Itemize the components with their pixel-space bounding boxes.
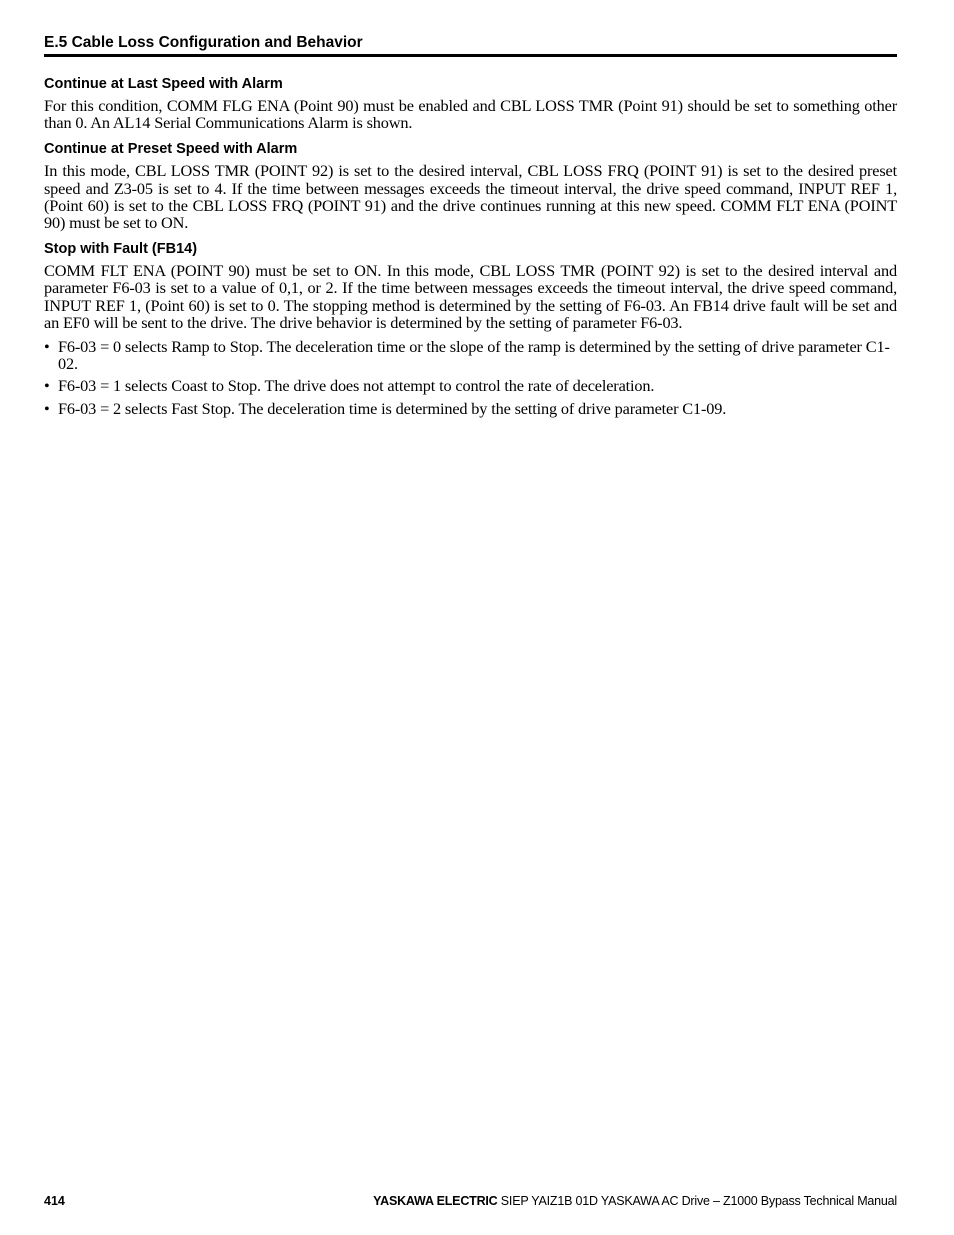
page-content [44, 76, 897, 422]
paragraph-stop-with-fault: COMM FLT ENA (POINT 90) must be set to ON. In this mode, CBL LOSS TMR (POINT 92) is set to the desired interval and parameter F6-03 is set to a value of 0,1, or 2. If the time between messages exceeds the timeout interval, the drive speed command, INPUT REF 1, (Point 60) is set to 0. The stopping method is determined by the setting of F6-03. An FB14 drive fault will be set and an EF0 will be sent to the drive. The drive behavior is determined by the setting of parameter F6-03. [44, 261, 897, 332]
list-item [44, 338, 897, 372]
heading-preset-speed: Continue at Preset Speed with Alarm [44, 141, 298, 158]
bullet-icon: • [44, 398, 50, 418]
paragraph-preset-speed: In this mode, CBL LOSS TMR (POINT 92) is set to the desired interval, CBL LOSS FRQ (POINT 91) is set to the desired preset speed and Z3-05 is set to 4. If the time between messages exceeds the timeout interval, the drive speed command, INPUT REF 1, (Point 60) is set to the CBL LOSS FRQ (POINT 91) and the drive continues running at this new speed. COMM FLT ENA (POINT 90) must be set to ON. [44, 161, 897, 233]
document-page [44, 0, 897, 1235]
section-stop-with-fault [44, 241, 897, 417]
footer-manual-name: SIEP YAIZ1B 01D YASKAWA AC Drive – Z1000 Bypass Technical Manual [497, 1194, 897, 1208]
page-number: 414 [44, 1194, 65, 1208]
paragraph-last-speed: For this condition, COMM FLG ENA (Point 90) must be enabled and CBL LOSS TMR (Point 91) should be set to something other than 0. An AL14 Serial Communications Alarm is shown. [44, 96, 897, 133]
section-header-title: E.5 Cable Loss Configuration and Behavior [44, 34, 363, 51]
header-rule [44, 54, 897, 57]
list-item [44, 400, 897, 417]
footer-brand: YASKAWA ELECTRIC [373, 1194, 498, 1208]
list-item-text: F6-03 = 2 selects Fast Stop. The deceleration time is determined by the setting of drive parameter C1-09. [58, 398, 727, 418]
bullet-icon: • [44, 376, 50, 396]
section-preset-speed [44, 141, 897, 231]
list-item [44, 377, 897, 394]
section-last-speed [44, 76, 897, 131]
heading-last-speed: Continue at Last Speed with Alarm [44, 76, 283, 92]
stop-method-list [44, 338, 897, 417]
footer-manual-title [373, 1194, 897, 1208]
heading-stop-with-fault: Stop with Fault (FB14) [44, 241, 198, 258]
bullet-icon: • [44, 337, 50, 357]
list-item-text: F6-03 = 0 selects Ramp to Stop. The deceleration time or the slope of the ramp is determined by the setting of drive parameter C1-02. [58, 337, 890, 374]
list-item-text: F6-03 = 1 selects Coast to Stop. The drive does not attempt to control the rate of deceleration. [58, 376, 655, 396]
